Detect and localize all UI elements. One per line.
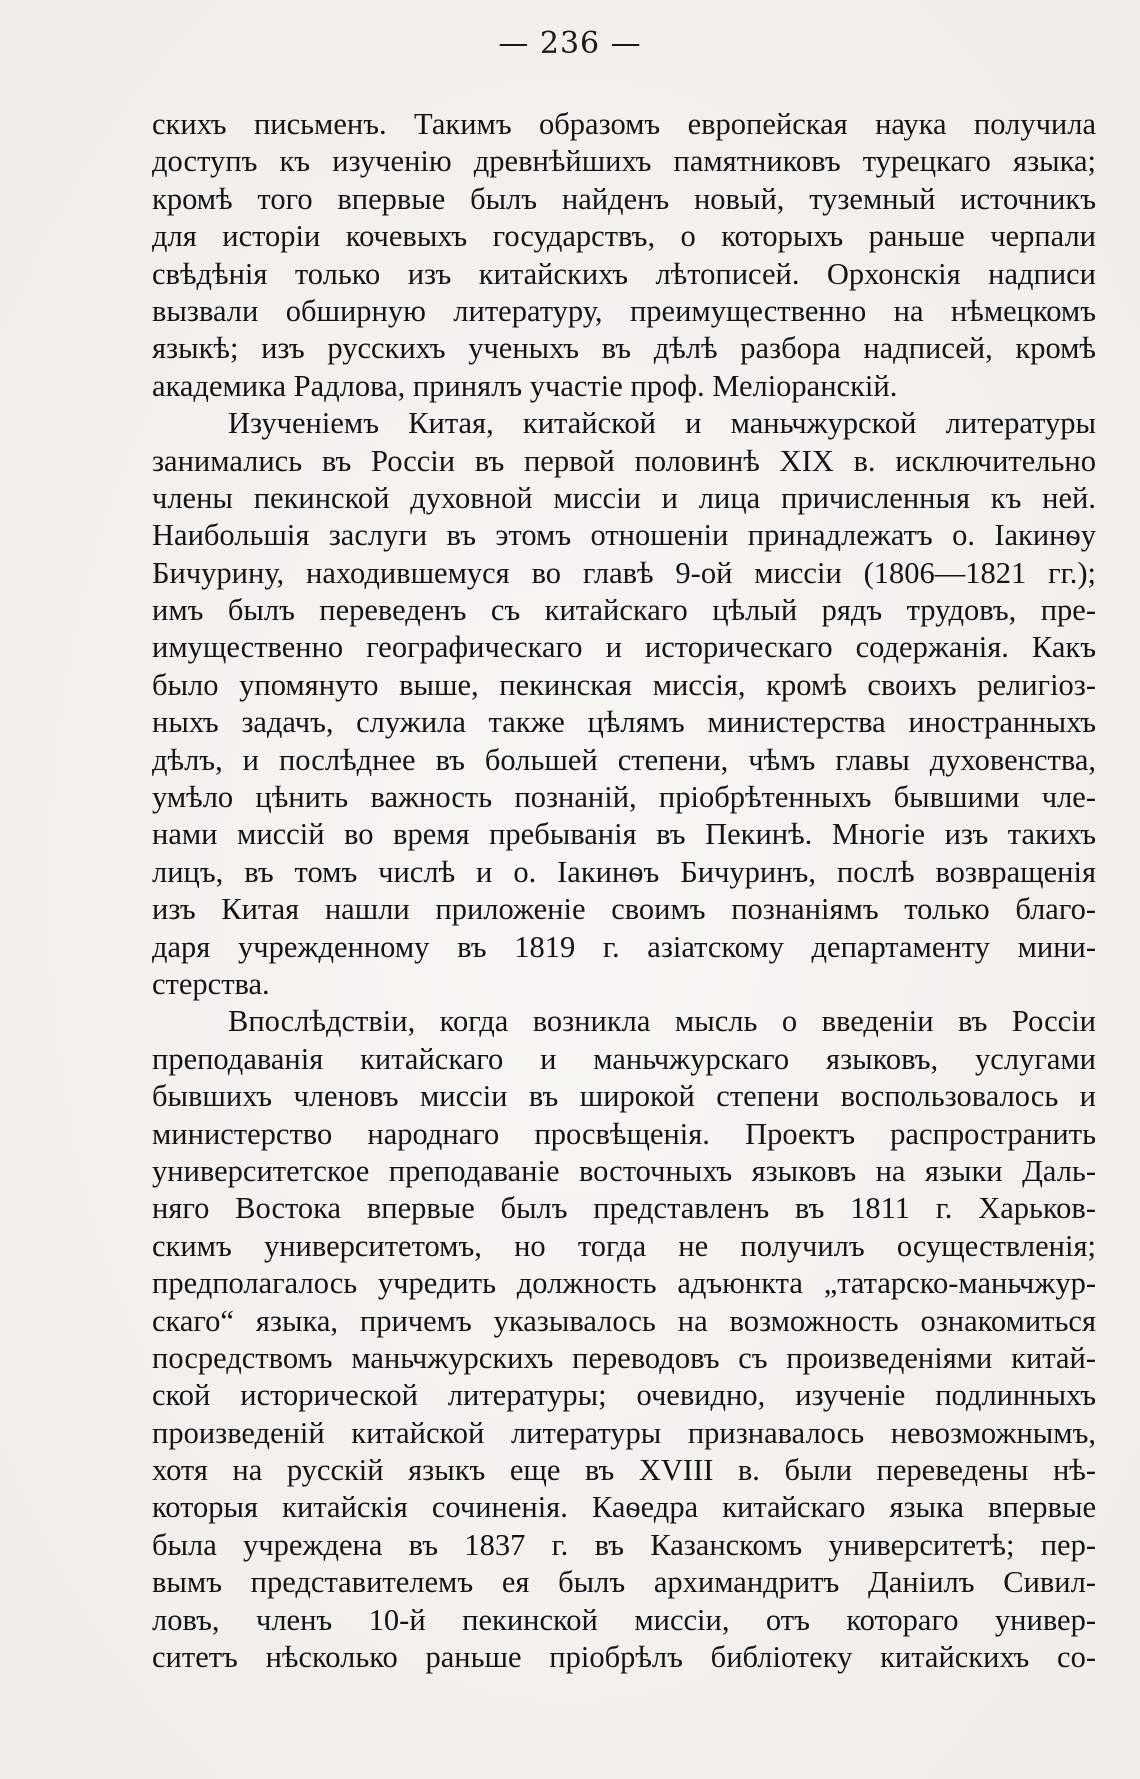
text-line: скаго“ языка, причемъ указывалось на возможность ознакомиться bbox=[152, 1303, 1096, 1338]
text-line: посредствомъ маньчжурскихъ переводовъ съ произведеніями китай- bbox=[152, 1340, 1096, 1375]
text-line: кромѣ того впервые былъ найденъ новый, туземный источникъ bbox=[152, 181, 1096, 216]
text-line: умѣло цѣнить важность познаній, пріобрѣтенныхъ бывшими чле- bbox=[152, 780, 1096, 815]
text-line: лицъ, въ томъ числѣ и о. Іакинѳъ Бичуринъ, послѣ возвращенія bbox=[152, 854, 1096, 889]
text-line: ской исторической литературы; очевидно, изученіе подлинныхъ bbox=[152, 1378, 1096, 1413]
text-line: академика Радлова, принялъ участіе проф. Меліоранскій. bbox=[152, 368, 898, 403]
text-line: предполагалось учредить должность адъюнкта „татарско-маньчжур- bbox=[152, 1266, 1096, 1301]
text-line: Изученіемъ Китая, китайской и маньчжурской литературы bbox=[228, 406, 1096, 441]
text-line: скихъ письменъ. Такимъ образомъ европейская наука получила bbox=[152, 107, 1096, 141]
text-line: доступъ къ изученію древнѣйшихъ памятниковъ турецкаго языка; bbox=[152, 144, 1096, 179]
text-line: скимъ университетомъ, но тогда не получилъ осуществленія; bbox=[152, 1228, 1096, 1263]
text-line: ныхъ задачъ, служила также цѣлямъ министерства иностранныхъ bbox=[152, 705, 1096, 740]
text-line: занимались въ Россіи въ первой половинѣ XIX в. исключительно bbox=[152, 443, 1096, 478]
text-line: было упомянуто выше, пекинская миссія, кромѣ своихъ религіоз- bbox=[152, 667, 1096, 702]
text-line: ловъ, членъ 10-й пекинской миссіи, отъ котораго универ- bbox=[152, 1602, 1096, 1637]
text-line: имъ былъ переведенъ съ китайскаго цѣлый рядъ трудовъ, пре- bbox=[152, 593, 1096, 628]
text-line: даря учрежденному въ 1819 г. азіатскому департаменту мини- bbox=[152, 929, 1096, 964]
text-line: нами миссій во время пребыванія въ Пекинѣ. Многіе изъ такихъ bbox=[152, 817, 1096, 852]
text-line: Впослѣдствіи, когда возникла мысль о введеніи въ Россіи bbox=[228, 1004, 1096, 1039]
text-line: языкѣ; изъ русскихъ ученыхъ въ дѣлѣ разбора надписей, кромѣ bbox=[152, 331, 1096, 366]
text-line: преподаванія китайскаго и маньчжурскаго языковъ, услугами bbox=[152, 1041, 1096, 1076]
text-line: изъ Китая нашли приложеніе своимъ познаніямъ только благо- bbox=[152, 892, 1096, 927]
text-line: произведеній китайской литературы признавалось невозможнымъ, bbox=[152, 1415, 1096, 1450]
text-line: университетское преподаваніе восточныхъ языковъ на языки Даль- bbox=[152, 1153, 1096, 1188]
text-line: дѣлъ, и послѣднее въ большей степени, чѣмъ главы духовенства, bbox=[152, 742, 1096, 777]
text-line: которыя китайскія сочиненія. Каѳедра китайскаго языка впервые bbox=[152, 1490, 1096, 1525]
text-line: была учреждена въ 1837 г. въ Казанскомъ университетѣ; пер- bbox=[152, 1527, 1096, 1562]
text-line: свѣдѣнія только изъ китайскихъ лѣтописей. Орхонскія надписи bbox=[152, 256, 1096, 291]
text-line: члены пекинской духовной миссіи и лица причисленныя къ ней. bbox=[152, 480, 1096, 515]
text-line: для исторіи кочевыхъ государствъ, о которыхъ раньше черпали bbox=[152, 219, 1096, 254]
text-line: няго Востока впервые былъ представленъ въ 1811 г. Харьков- bbox=[152, 1191, 1096, 1226]
text-line: Наибольшія заслуги въ этомъ отношеніи принадлежатъ о. Іакинѳу bbox=[152, 518, 1096, 553]
text-line: вымъ представителемъ ея былъ архимандритъ Даніилъ Сивил- bbox=[152, 1565, 1096, 1600]
text-line: ситетъ нѣсколько раньше пріобрѣлъ библіотеку китайскихъ со- bbox=[152, 1640, 1096, 1675]
text-line: хотя на русскій языкъ еще въ XVIII в. были переведены нѣ- bbox=[152, 1453, 1096, 1488]
text-line: бывшихъ членовъ миссіи въ широкой степени воспользовалось и bbox=[152, 1079, 1096, 1114]
text-line: вызвали обширную литературу, преимущественно на нѣмецкомъ bbox=[152, 293, 1096, 328]
text-line: имущественно географическаго и историческаго содержанія. Какъ bbox=[152, 630, 1096, 665]
text-line: министерство народнаго просвѣщенія. Проектъ распространить bbox=[152, 1116, 1096, 1151]
body-text bbox=[152, 106, 1096, 1676]
text-line: стерства. bbox=[152, 966, 270, 1001]
page-number: — 236 — bbox=[498, 26, 642, 61]
text-line: Бичурину, находившемуся во главѣ 9-ой миссіи (1806—1821 гг.); bbox=[152, 555, 1096, 590]
